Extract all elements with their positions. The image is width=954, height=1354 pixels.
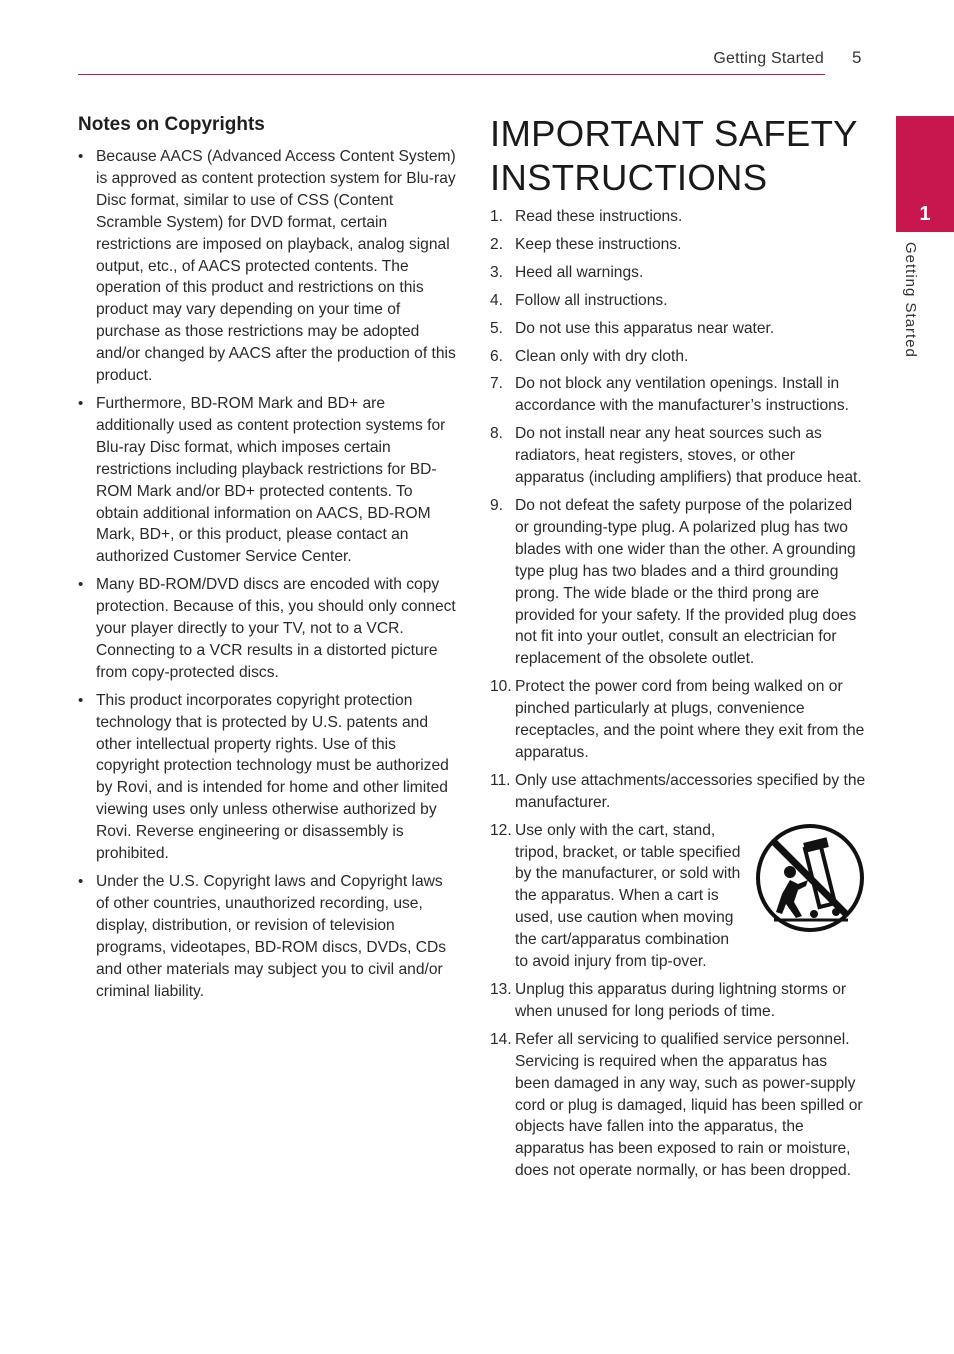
header-section-title: Getting Started	[713, 50, 824, 67]
chapter-tab	[896, 116, 954, 232]
list-item-text: Do not block any ventilation openings. Install in accordance with the manufacturer’s instructions.	[515, 375, 849, 415]
list-item	[490, 495, 866, 670]
list-item	[490, 373, 866, 417]
list-item-text: Protect the power cord from being walked on or pinched particularly at plugs, convenience receptacles, and the point where they exit from the apparatus.	[515, 678, 865, 761]
list-item-text: Read these instructions.	[515, 208, 683, 225]
item-number: 5.	[490, 319, 504, 337]
list-item-text: Do not install near any heat sources such as radiators, heat registers, stoves, or other apparatus (including amplifiers) that produce heat.	[515, 425, 862, 487]
safety-title: IMPORTANT SAFETY INSTRUCTIONS	[490, 113, 858, 198]
list-item	[490, 423, 866, 489]
list-item	[490, 346, 866, 368]
item-number: 4.	[490, 291, 504, 309]
copyright-heading: Notes on Copyrights	[78, 114, 265, 135]
list-item	[78, 574, 456, 684]
list-item	[78, 146, 456, 387]
list-item-text: Refer all servicing to qualified service personnel. Servicing is required when the apparatus has been damaged in any way, such as power-supply cord or plug is damaged, liquid has been spilled or objects have fallen into the apparatus, the apparatus has been exposed to rain or moisture, does not operate normally, or has been dropped.	[515, 1030, 863, 1180]
item-number: 10.	[490, 678, 512, 696]
item-number: 12.	[490, 821, 512, 839]
item-number: 6.	[490, 347, 504, 365]
list-item	[490, 262, 866, 284]
list-item-text: Use only with the cart, stand, tripod, bracket, or table specified by the manufacturer, or sold with the apparatus. When a cart is used, use caution when moving the cart/apparatus combination to avoid injury from tip-over.	[515, 821, 741, 971]
item-number: 8.	[490, 425, 504, 443]
bullet-icon: •	[78, 148, 84, 165]
list-item	[78, 690, 456, 865]
list-item	[490, 318, 866, 340]
list-item-text: Only use attachments/accessories specified by the manufacturer.	[515, 771, 866, 811]
list-item	[490, 676, 866, 764]
list-item-text: Many BD-ROM/DVD discs are encoded with copy protection. Because of this, you should only connect your player directly to your TV, not to a VCR. Connecting to a VCR results in a distorted picture from copy-protected discs.	[96, 576, 456, 681]
bullet-icon: •	[78, 394, 84, 412]
copyright-notes-section	[78, 114, 456, 1008]
list-item	[490, 820, 866, 973]
item-number: 13.	[490, 981, 512, 998]
copyright-list	[78, 146, 456, 1002]
list-item	[490, 206, 866, 228]
bullet-icon: •	[78, 873, 84, 890]
list-item	[78, 871, 456, 1002]
page-number: 5	[852, 48, 862, 67]
list-item	[490, 979, 866, 1023]
list-item	[78, 393, 456, 568]
list-item-text: Follow all instructions.	[515, 291, 668, 309]
bullet-icon: •	[78, 691, 84, 709]
list-item-text: Unplug this apparatus during lightning storms or when unused for long periods of time.	[515, 981, 847, 1020]
list-item-text: Do not defeat the safety purpose of the polarized or grounding-type plug. A polarized plug has two blades with one wider than the other. A grounding type plug has two blades and a third grounding prong. The wide blade or the third prong are provided for your safety. If the provided plug does not fit into your outlet, consult an electrician for replacement of the obsolete outlet.	[515, 496, 857, 668]
list-item-text: Under the U.S. Copyright laws and Copyright laws of other countries, unauthorized recording, use, display, distribution, or revision of television programs, videotapes, BD-ROM discs, DVDs, CDs and other materials may subject you to civil and/or criminal liability.	[96, 873, 447, 1000]
safety-instructions-section	[490, 112, 866, 1188]
safety-list	[490, 206, 866, 1182]
bullet-icon: •	[78, 576, 84, 594]
list-item	[490, 234, 866, 256]
item-number: 11.	[490, 771, 511, 789]
item-number: 1.	[490, 208, 504, 225]
list-item	[490, 770, 866, 814]
item-number: 9.	[490, 496, 504, 514]
list-item-text: Clean only with dry cloth.	[515, 347, 689, 365]
item-number: 3.	[490, 263, 504, 281]
item-number: 7.	[490, 375, 504, 393]
item-number: 2.	[490, 235, 504, 253]
chapter-label: Getting Started	[902, 242, 919, 358]
list-item-text: Do not use this apparatus near water.	[515, 319, 775, 337]
list-item	[490, 1029, 866, 1182]
list-item-text: Because AACS (Advanced Access Content System) is approved as content protection system for Blu-ray Disc format, similar to use of CSS (Content Scramble System) for DVD format, certain restrictions are imposed on playback, analog signal output, etc., of AACS protected contents. The operation of this product and restrictions on this product may vary depending on your time of purchase as those restrictions may be adopted and/or changed by AACS after the production of this product.	[96, 148, 456, 385]
header-divider	[78, 74, 825, 75]
chapter-number: 1	[919, 203, 931, 225]
list-item-text: Heed all warnings.	[515, 263, 644, 281]
list-item-text: Keep these instructions.	[515, 235, 682, 253]
item-number: 14.	[490, 1030, 512, 1048]
cart-tip-over-warning-icon	[754, 822, 866, 934]
list-item	[490, 290, 866, 312]
list-item-text: Furthermore, BD-ROM Mark and BD+ are additionally used as content protection systems for Blu-ray Disc format, which imposes certain restrictions including playback restrictions for BD-ROM Mark and/or BD+ protected contents. To obtain additional information on AACS, BD-ROM Mark, BD+, or this product, please contact an authorized Customer Service Center.	[96, 394, 446, 566]
list-item-text: This product incorporates copyright protection technology that is protected by U.S. patents and other intellectual property rights. Use of this copyright protection technology must be authorized by Rovi, and is intended for home and other limited viewing uses only unless otherwise authorized by Rovi. Reverse engineering or disassembly is prohibited.	[96, 691, 449, 863]
